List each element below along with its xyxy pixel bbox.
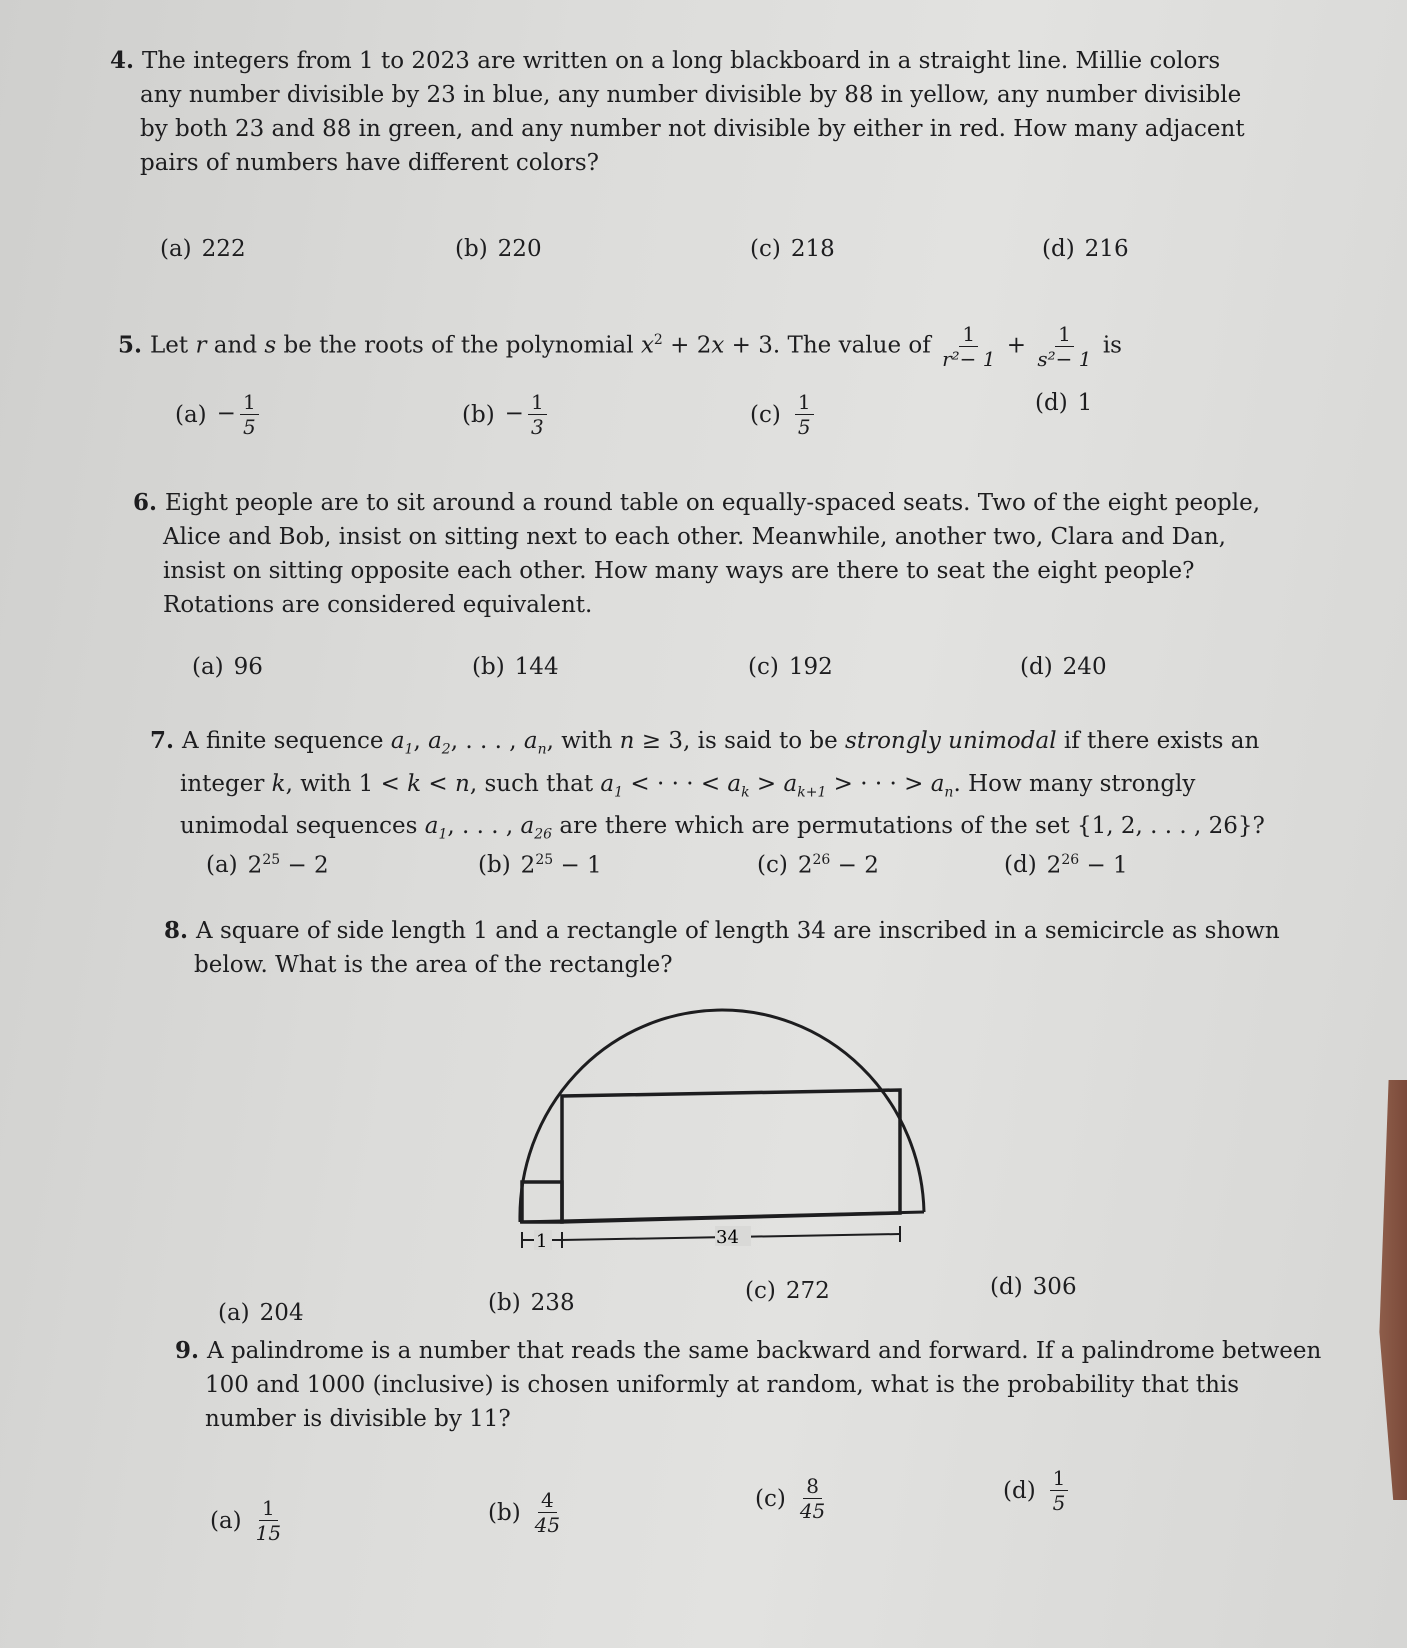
option-label: (d)	[1042, 236, 1075, 262]
answer-option-b[interactable]	[488, 1290, 575, 1316]
answer-option-c[interactable]	[748, 654, 833, 680]
text-segment: , such that	[469, 770, 601, 797]
denominator: 45	[534, 1513, 561, 1537]
question-line	[110, 78, 1245, 112]
rectangle	[562, 1090, 900, 1222]
text-segment: integer	[180, 770, 272, 797]
text-segment: + 3. The value of	[724, 332, 939, 359]
question-9	[175, 1334, 1321, 1436]
question-line	[110, 44, 1245, 78]
text-segment: +	[999, 332, 1034, 359]
option-value	[252, 1496, 285, 1545]
subscript: 1	[438, 826, 448, 843]
math-variable: k	[407, 770, 422, 797]
denominator: r²− 1	[942, 347, 996, 371]
option-value	[798, 852, 879, 879]
text-segment: is	[1095, 332, 1122, 359]
text-segment: < · · · <	[623, 770, 728, 797]
question-line	[110, 146, 1245, 180]
option-label: (a)	[175, 401, 207, 428]
denominator: 3	[530, 415, 544, 439]
answer-option-d[interactable]	[1004, 852, 1128, 879]
subscript: 1	[614, 784, 624, 801]
option-value	[1078, 390, 1093, 416]
semicircle-arc	[520, 1010, 924, 1222]
math-variable: r	[195, 332, 207, 359]
numerator: 1	[1050, 1466, 1069, 1491]
math-variable: a	[783, 770, 798, 797]
text-segment: 96	[233, 654, 263, 680]
option-label: (c)	[757, 852, 788, 879]
question-line	[150, 724, 1265, 767]
superscript: 25	[262, 852, 281, 868]
option-value	[248, 852, 329, 879]
answer-option-d[interactable]	[1035, 390, 1092, 416]
question-line	[150, 767, 1265, 810]
denominator: 5	[797, 415, 811, 439]
text-segment: 240	[1062, 654, 1107, 680]
answer-option-c[interactable]	[745, 1278, 830, 1304]
fraction	[535, 1488, 560, 1537]
text-segment: Eight people are to sit around a round table on equally-spaced seats. Two of the eight people,	[165, 490, 1261, 516]
text-segment: 306	[1032, 1274, 1077, 1300]
math-variable: n	[455, 770, 470, 797]
math-variable: k	[271, 770, 286, 797]
option-label: (c)	[750, 236, 781, 262]
option-value	[796, 1474, 829, 1523]
fraction	[240, 390, 259, 439]
option-label: (c)	[750, 401, 781, 428]
option-label: (b)	[472, 654, 505, 680]
option-value	[217, 390, 263, 439]
text-segment: 272	[785, 1278, 830, 1304]
option-value	[1046, 1466, 1073, 1515]
superscript: 25	[535, 852, 554, 868]
option-value	[1033, 1274, 1077, 1300]
question-number: 4.	[110, 47, 143, 74]
option-value	[531, 1290, 575, 1316]
option-label: (b)	[478, 852, 511, 879]
text-segment: 222	[201, 236, 246, 262]
text-segment: ≥ 3, is said to be	[634, 728, 846, 754]
text-segment: Let	[150, 332, 196, 359]
question-line	[164, 948, 1280, 982]
math-variable: x	[711, 332, 725, 359]
option-label: (d)	[1003, 1477, 1036, 1504]
fraction	[1037, 322, 1091, 371]
fraction	[942, 322, 995, 371]
question-line	[175, 1368, 1321, 1402]
option-label: (c)	[755, 1485, 786, 1512]
question-5	[118, 322, 1122, 371]
option-value	[515, 654, 559, 680]
option-value	[260, 1300, 304, 1326]
subscript: k+1	[797, 784, 827, 801]
question-line	[164, 914, 1280, 948]
text-segment: The integers from 1 to 2023 are written on a long blackboard in a straight line. Millie colors	[142, 48, 1221, 74]
text-segment: 192	[788, 654, 833, 680]
numerator: 4	[538, 1488, 557, 1513]
answer-option-a[interactable]	[206, 852, 329, 879]
math-variable: a	[600, 770, 615, 797]
fraction	[256, 1496, 281, 1545]
option-label: (d)	[1035, 390, 1068, 416]
text-segment: 2	[247, 852, 263, 879]
answer-option-c[interactable]	[755, 1474, 829, 1523]
option-value	[531, 1488, 564, 1537]
subscript: n	[944, 784, 954, 801]
answer-option-d[interactable]	[1003, 1466, 1072, 1515]
option-label: (b)	[462, 401, 495, 428]
denominator: 5	[242, 415, 256, 439]
text-segment: . How many strongly	[953, 770, 1196, 797]
text-segment: 2	[797, 852, 813, 879]
option-value	[202, 236, 246, 262]
option-value	[786, 1278, 830, 1304]
answer-option-a[interactable]	[218, 1300, 304, 1326]
text-segment: <	[421, 770, 456, 797]
text-segment: − 1	[553, 852, 602, 879]
text-segment: A palindrome is a number that reads the same backward and forward. If a palindrome between	[207, 1338, 1322, 1364]
text-segment: + 2	[662, 332, 712, 359]
answer-option-b[interactable]	[488, 1488, 564, 1537]
question-line	[175, 1402, 1321, 1436]
denominator: 15	[255, 1521, 282, 1545]
option-label: (b)	[488, 1290, 521, 1316]
question-4	[110, 44, 1245, 180]
text-segment: , with 1 <	[285, 770, 408, 797]
option-label: (a)	[206, 852, 238, 879]
text-segment: 238	[530, 1290, 575, 1316]
question-8	[164, 914, 1280, 982]
question-number: 8.	[164, 917, 197, 944]
question-line	[133, 520, 1260, 554]
superscript: 26	[1061, 852, 1080, 868]
numerator: 1	[240, 390, 259, 415]
math-variable: x	[640, 332, 654, 359]
numerator: 1	[795, 390, 814, 415]
math-variable: strongly unimodal	[845, 728, 1057, 754]
question-line	[133, 554, 1260, 588]
option-label: (a)	[218, 1300, 250, 1326]
numerator: 1	[959, 322, 978, 347]
text-segment: −	[216, 400, 236, 427]
question-number: 5.	[118, 331, 151, 359]
denominator: 5	[1052, 1491, 1066, 1515]
math-variable: s	[264, 332, 277, 359]
question-number: 7.	[150, 727, 183, 754]
option-label: (a)	[192, 654, 224, 680]
option-value	[1047, 852, 1128, 879]
fraction	[795, 390, 814, 439]
option-value	[498, 236, 542, 262]
rectangle-length-label: 34	[716, 1227, 739, 1248]
table-edge	[1361, 1080, 1407, 1500]
text-segment: 144	[514, 654, 559, 680]
option-label: (b)	[455, 236, 488, 262]
numerator: 1	[1055, 322, 1074, 347]
answer-option-d[interactable]	[1020, 654, 1107, 680]
option-label: (c)	[745, 1278, 776, 1304]
answer-option-d[interactable]	[990, 1274, 1077, 1300]
question-number: 6.	[133, 489, 166, 516]
option-label: (b)	[488, 1499, 521, 1526]
subscript: 2	[441, 741, 451, 758]
text-segment: , . . . ,	[447, 813, 521, 840]
question-line	[133, 588, 1260, 622]
semicircle-diagram	[500, 1000, 940, 1250]
option-label: (d)	[1004, 852, 1037, 879]
text-segment: A finite sequence	[182, 728, 391, 754]
question-line	[133, 486, 1260, 520]
option-value	[789, 654, 833, 680]
denominator: 45	[799, 1499, 826, 1523]
text-segment: are there which are permutations of the set {1, 2, . . . , 26}?	[552, 813, 1265, 840]
answer-option-b[interactable]	[455, 236, 542, 262]
option-value	[1063, 654, 1107, 680]
numerator: 1	[528, 390, 547, 415]
subscript: 1	[404, 741, 414, 758]
text-segment: be the roots of the polynomial	[276, 332, 641, 359]
option-label: (d)	[990, 1274, 1023, 1300]
fraction	[800, 1474, 825, 1523]
text-segment: unimodal sequences	[180, 813, 425, 840]
answer-option-c[interactable]	[750, 390, 818, 439]
square-side-label: 1	[536, 1231, 548, 1250]
text-segment: >	[749, 770, 784, 797]
fraction	[528, 390, 547, 439]
question-line	[110, 112, 1245, 146]
text-segment: 100 and 1000 (inclusive) is chosen uniformly at random, what is the probability that this	[205, 1372, 1240, 1398]
answer-option-c[interactable]	[750, 236, 835, 262]
text-segment: , . . . ,	[450, 728, 524, 754]
small-square	[522, 1182, 562, 1222]
text-segment: below. What is the area of the rectangle?	[194, 952, 673, 978]
subscript: k	[741, 784, 750, 801]
text-segment: −	[504, 400, 524, 427]
text-segment: 220	[497, 236, 542, 262]
text-segment: Rotations are considered equivalent.	[163, 592, 593, 618]
math-variable: n	[619, 728, 635, 754]
text-segment: by both 23 and 88 in green, and any number not divisible by either in red. How many adjacent	[140, 116, 1245, 142]
option-value	[234, 654, 263, 680]
superscript: 2	[653, 331, 663, 348]
answer-option-c[interactable]	[757, 852, 879, 879]
text-segment: any number divisible by 23 in blue, any number divisible by 88 in yellow, any number divisible	[140, 82, 1242, 108]
text-segment: > · · · >	[826, 770, 931, 797]
question-line	[175, 1334, 1321, 1368]
text-segment: Alice and Bob, insist on sitting next to each other. Meanwhile, another two, Clara and Dan,	[163, 524, 1226, 550]
option-value	[505, 390, 551, 439]
text-segment: 216	[1084, 236, 1129, 262]
text-segment: , with	[546, 728, 620, 754]
text-segment: 218	[790, 236, 835, 262]
question-line	[118, 322, 1122, 371]
math-variable: a	[390, 728, 405, 754]
math-variable: a	[520, 813, 535, 840]
question-line	[150, 809, 1265, 852]
answer-option-a[interactable]	[160, 236, 246, 262]
question-6	[133, 486, 1260, 622]
option-label: (c)	[748, 654, 779, 680]
question-number: 9.	[175, 1337, 208, 1364]
option-label: (d)	[1020, 654, 1053, 680]
math-variable: a	[424, 813, 439, 840]
answer-option-a[interactable]	[192, 654, 263, 680]
text-segment: ,	[413, 728, 429, 754]
option-label: (a)	[210, 1507, 242, 1534]
text-segment: 2	[520, 852, 536, 879]
option-value	[791, 390, 818, 439]
option-value	[1085, 236, 1129, 262]
text-segment: 2	[1046, 852, 1062, 879]
text-segment: − 2	[280, 852, 329, 879]
question-7	[150, 724, 1265, 852]
fraction	[1050, 1466, 1069, 1515]
option-value	[791, 236, 835, 262]
subscript: 26	[534, 826, 553, 843]
numerator: 1	[259, 1496, 278, 1521]
math-variable: a	[930, 770, 945, 797]
text-segment: 204	[259, 1300, 304, 1326]
answer-option-b[interactable]	[478, 852, 602, 879]
text-segment: A square of side length 1 and a rectangle of length 34 are inscribed in a semicircle as shown	[196, 918, 1280, 944]
option-value	[521, 852, 602, 879]
math-variable: a	[727, 770, 742, 797]
option-label: (a)	[160, 236, 192, 262]
answer-option-a[interactable]	[210, 1496, 285, 1545]
numerator: 8	[803, 1474, 822, 1499]
math-variable: a	[428, 728, 442, 754]
answer-option-b[interactable]	[462, 390, 551, 439]
text-segment: and	[206, 332, 265, 359]
superscript: 26	[812, 852, 831, 868]
answer-option-a[interactable]	[175, 390, 263, 439]
answer-option-d[interactable]	[1042, 236, 1129, 262]
text-segment: 1	[1077, 390, 1093, 416]
math-variable: a	[523, 728, 538, 754]
text-segment: − 1	[1079, 852, 1128, 879]
text-segment: insist on sitting opposite each other. How many ways are there to seat the eight people?	[163, 558, 1195, 584]
answer-option-b[interactable]	[472, 654, 559, 680]
subscript: n	[537, 741, 547, 758]
text-segment: number is divisible by 11?	[205, 1406, 511, 1432]
text-segment: pairs of numbers have different colors?	[140, 150, 599, 176]
text-segment: if there exists an	[1056, 728, 1260, 754]
text-segment: − 2	[830, 852, 879, 879]
denominator: s²− 1	[1037, 347, 1092, 371]
